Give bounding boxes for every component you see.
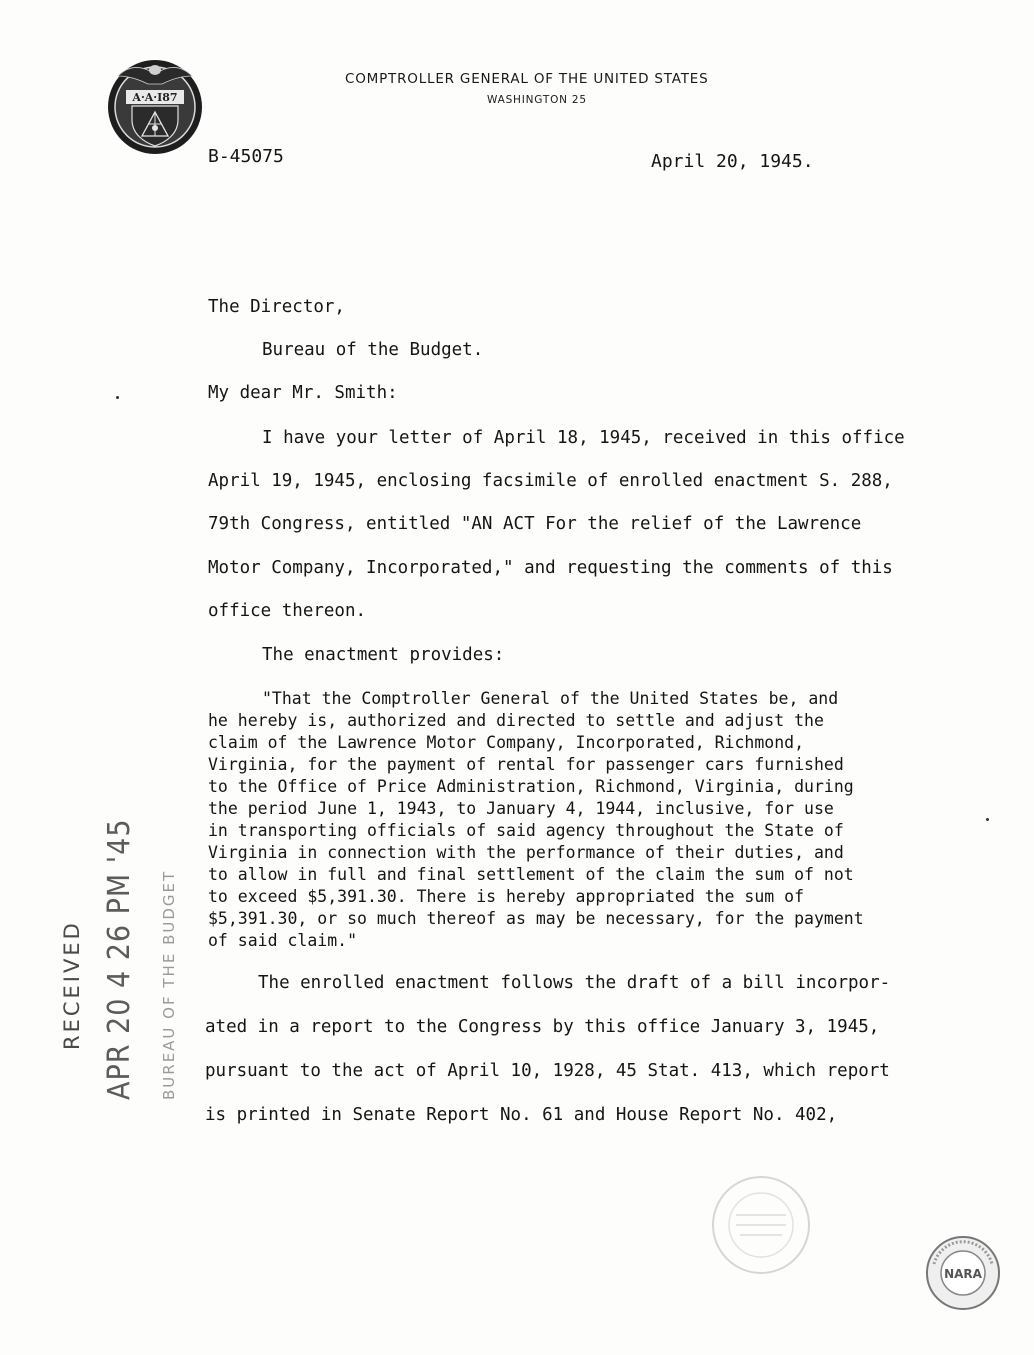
paragraph-1-line: Motor Company, Incorporated," and requesting the comments of this: [208, 558, 893, 578]
quotation-line: to allow in full and final settlement of the claim the sum of not: [208, 865, 854, 884]
paragraph-1-line: office thereon.: [208, 601, 367, 621]
salutation: My dear Mr. Smith:: [208, 383, 398, 403]
paragraph-2-line: pursuant to the act of April 10, 1928, 45 Stat. 413, which report: [205, 1061, 890, 1081]
received-stamp: [42, 818, 192, 1120]
paragraph-2-line: is printed in Senate Report No. 61 and House Report No. 402,: [205, 1105, 838, 1125]
quotation-line: "That the Comptroller General of the United States be, and: [262, 689, 839, 708]
quotation-line: Virginia in connection with the performance of their duties, and: [208, 843, 844, 862]
letterhead-title: COMPTROLLER GENERAL OF THE UNITED STATES: [345, 71, 709, 87]
quotation-line: to exceed $5,391.30. There is hereby appropriated the sum of: [208, 887, 805, 906]
nara-label: NARA: [944, 1267, 982, 1281]
quotation-line: to the Office of Price Administration, Richmond, Virginia, during: [208, 777, 854, 796]
letter-date: April 20, 1945.: [651, 151, 814, 172]
nara-library-stamp-icon: [924, 1234, 1002, 1312]
paragraph-2-line: The enrolled enactment follows the draft of a bill incorpor-: [258, 973, 891, 993]
received-stamp-time: APR 20 4 26 PM '45: [102, 818, 137, 1100]
paragraph-2-line: ated in a report to the Congress by this office January 3, 1945,: [205, 1017, 880, 1037]
stray-mark: [116, 396, 119, 399]
quotation-line: claim of the Lawrence Motor Company, Incorporated, Richmond,: [208, 733, 805, 752]
letterhead-subtitle: WASHINGTON 25: [487, 94, 587, 106]
quotation-line: the period June 1, 1943, to January 4, 1944, inclusive, for use: [208, 799, 834, 818]
paragraph-1-line: 79th Congress, entitled "AN ACT For the relief of the Lawrence: [208, 514, 862, 534]
quotation-line: of said claim.": [208, 931, 358, 950]
recipient-line-1: The Director,: [208, 297, 345, 317]
enactment-provides-intro: The enactment provides:: [262, 645, 505, 665]
quotation-line: he hereby is, authorized and directed to settle and adjust the: [208, 711, 824, 730]
eagle-shield-seal-icon: [104, 54, 206, 156]
received-stamp-agency: BUREAU OF THE BUDGET: [160, 869, 178, 1100]
stray-mark: [986, 818, 989, 821]
paragraph-1-line: April 19, 1945, enclosing facsimile of enrolled enactment S. 288,: [208, 471, 893, 491]
paragraph-1-line: I have your letter of April 18, 1945, received in this office: [262, 428, 905, 448]
received-stamp-word: RECEIVED: [60, 920, 84, 1050]
quotation-line: Virginia, for the payment of rental for passenger cars furnished: [208, 755, 844, 774]
quotation-line: $5,391.30, or so much thereof as may be necessary, for the payment: [208, 909, 864, 928]
reference-number: B-45075: [208, 146, 284, 167]
faint-embossed-stamp-icon: [706, 1170, 816, 1280]
quotation-line: in transporting officials of said agency throughout the State of: [208, 821, 844, 840]
svg-text:A·A·I87: A·A·I87: [132, 91, 178, 104]
recipient-line-2: Bureau of the Budget.: [262, 340, 484, 360]
